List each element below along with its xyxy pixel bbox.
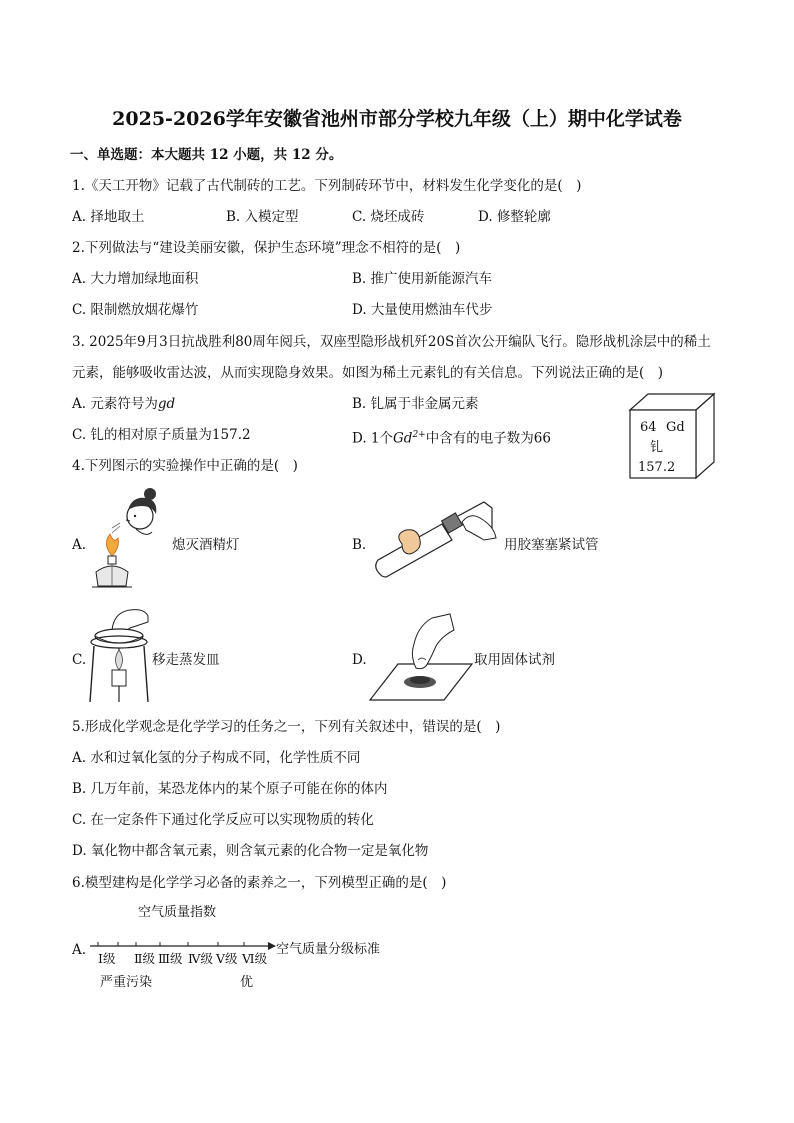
q2-option-c: C. 限制燃放烟花爆竹 [72, 302, 199, 318]
q1-stem: 1.《天工开物》记载了古代制砖的工艺。下列制砖环节中，材料发生化学变化的是( ) [72, 178, 582, 194]
q2-option-b: B. 推广使用新能源汽车 [352, 271, 493, 287]
element-number: 64 [640, 420, 657, 435]
q2-stem: 2.下列做法与“建设美丽安徽，保护生态环境”理念不相符的是( ) [72, 240, 461, 256]
blowing-out-lamp-image [90, 486, 172, 598]
stopper-test-tube-image [366, 498, 500, 588]
q4-option-b-letter: B. [352, 537, 367, 553]
q4-option-d-caption: 取用固体试剂 [474, 652, 555, 668]
q6-axis-label: 空气质量分级标准 [276, 942, 381, 957]
q1-option-b: B. 入模定型 [226, 209, 299, 225]
q4-option-a-caption: 熄灭酒精灯 [172, 537, 240, 553]
solid-reagent-image [368, 612, 474, 704]
q6-stem: 6.模型建构是化学学习必备的素养之一，下列模型正确的是( ) [72, 875, 447, 891]
element-symbol: Gd [666, 420, 685, 435]
q6-option-a-letter: A. [72, 942, 87, 958]
element-name: 钆 [650, 440, 664, 455]
element-mass: 157.2 [638, 460, 676, 475]
q2-option-a: A. 大力增加绿地面积 [72, 271, 199, 287]
q3-option-a [72, 395, 175, 413]
q6-axis-top-label: 空气质量指数 [138, 905, 217, 920]
q3-option-d-suffix: 中含有的电子数为66 [425, 430, 551, 447]
q3-option-a-text: A. 元素符号为 [72, 396, 158, 412]
exam-title: 2025-2026学年安徽省池州市部分学校九年级（上）期中化学试卷 [112, 108, 682, 130]
q1-option-d: D. 修整轮廓 [478, 209, 551, 225]
q4-option-d-letter: D. [352, 652, 367, 668]
q3-option-d-symbol: Gd [393, 430, 413, 447]
q5-option-b: B. 几万年前，某恐龙体内的某个原子可能在你的体内 [72, 781, 388, 797]
q4-option-c-letter: C. [72, 652, 87, 668]
q3-option-b: B. 钆属于非金属元素 [352, 396, 479, 412]
q5-option-d: D. 氧化物中都含氧元素，则含氧元素的化合物一定是氧化物 [72, 843, 429, 859]
q6-level-6: Ⅵ级 [242, 951, 268, 966]
q3-stem-line2: 元素，能够吸收雷达波，从而实现隐身效果。如图为稀土元素钆的有关信息。下列说法正确的是( ) [72, 365, 664, 381]
q6-right-end-label: 优 [240, 975, 254, 990]
q4-option-b-caption: 用胶塞塞紧试管 [504, 537, 599, 553]
evaporating-dish-image [86, 606, 152, 706]
q1-option-c: C. 烧坯成砖 [352, 209, 425, 225]
q4-option-a-letter: A. [72, 537, 87, 553]
q4-stem: 4.下列图示的实验操作中正确的是( ) [72, 458, 298, 474]
q4-option-c-caption: 移走蒸发皿 [152, 652, 220, 668]
q3-option-a-symbol: gd [157, 396, 176, 412]
q3-option-d [352, 426, 551, 448]
q2-option-d: D. 大量使用燃油车代步 [352, 302, 493, 318]
q6-left-end-label: 严重污染 [100, 975, 153, 990]
q3-option-c: C. 钆的相对原子质量为157.2 [72, 427, 251, 443]
q6-level-2: Ⅱ级 [134, 951, 155, 966]
q6-level-1: Ⅰ级 [98, 951, 116, 966]
q3-option-d-text: D. 1个 [352, 430, 394, 447]
q1-option-a: A. 择地取土 [72, 209, 145, 225]
q5-option-c: C. 在一定条件下通过化学反应可以实现物质的转化 [72, 812, 374, 828]
q6-level-4: Ⅳ级 [188, 951, 213, 966]
q5-stem: 5.形成化学观念是化学学习的任务之一，下列有关叙述中，错误的是( ) [72, 719, 501, 735]
q3-stem-line1: 3. 2025年9月3日抗战胜利80周年阅兵，双座型隐形战机歼20S首次公开编队飞行。隐形战机涂层中的稀土 [72, 334, 711, 350]
q3-option-d-charge: 2+ [412, 430, 426, 440]
q5-option-a: A. 水和过氧化氢的分子构成不同，化学性质不同 [72, 750, 361, 766]
q6-level-5: Ⅴ级 [216, 951, 238, 966]
section-heading: 一、单选题：本大题共 12 小题，共 12 分。 [70, 147, 343, 163]
q6-level-3: Ⅲ级 [158, 951, 183, 966]
